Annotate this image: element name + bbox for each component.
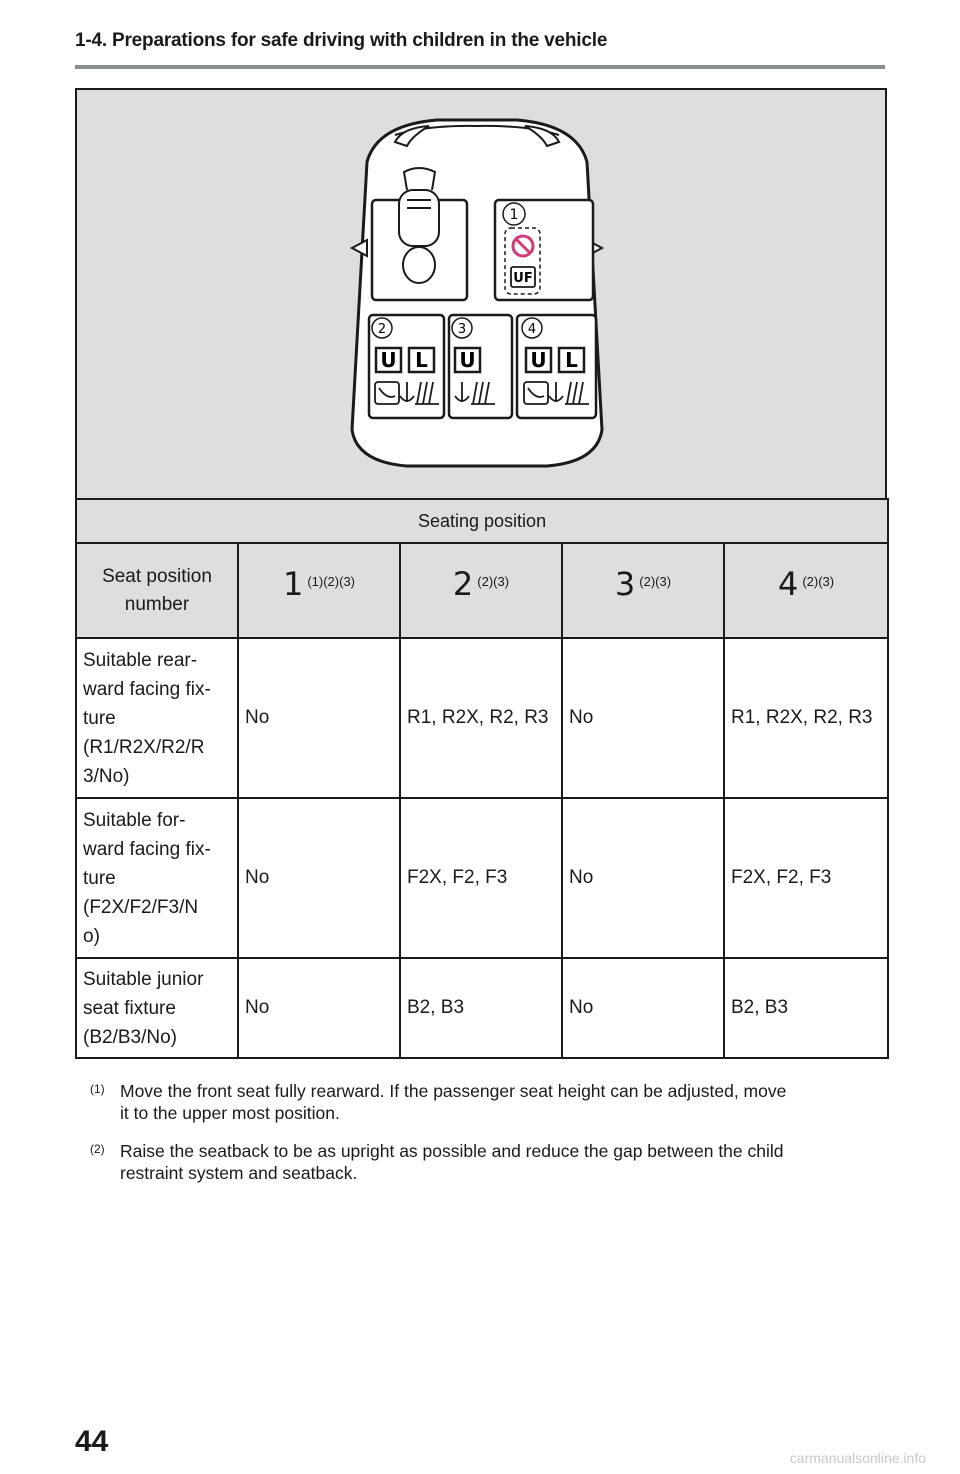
seating-position-header: Seating position	[76, 499, 888, 543]
seat-number-cell: 2 (2)(3)	[400, 543, 562, 638]
u-mark: U	[380, 348, 397, 372]
l-mark: L	[415, 348, 428, 372]
rearward-child-seat-icon	[375, 382, 399, 404]
mirror-left-icon	[352, 240, 367, 256]
seat-diagram-panel	[75, 88, 887, 500]
footnote-1: (1) Move the front seat fully rearward. If the passenger seat height can be adjusted, move it to the upper most position.	[90, 1080, 880, 1124]
table-row	[76, 798, 888, 958]
rearward-child-seat-icon	[524, 382, 548, 404]
u-mark: U	[530, 348, 547, 372]
table-cell: F2X, F2, F3	[724, 798, 888, 958]
child-restraint-suitability-table	[75, 498, 889, 1059]
table-cell: No	[562, 638, 724, 798]
seat-number-cell: 4 (2)(3)	[724, 543, 888, 638]
table-cell: No	[562, 958, 724, 1058]
row-label: Suitable rear- ward facing fix- ture (R1/R2X/R2/R 3/No)	[76, 638, 238, 798]
footnote-mark: (1)	[90, 1082, 105, 1096]
svg-text:UF: UF	[513, 271, 533, 286]
no-airbag-prohibited-icon	[513, 236, 533, 256]
seat-label-4: 4	[527, 322, 537, 337]
table-cell: R1, R2X, R2, R3	[400, 638, 562, 798]
table-cell: F2X, F2, F3	[400, 798, 562, 958]
seat-number-cell: 3 (2)(3)	[562, 543, 724, 638]
seat-label-3: 3	[457, 322, 467, 337]
table-cell: B2, B3	[400, 958, 562, 1058]
table-cell: No	[238, 638, 400, 798]
u-mark: U	[459, 348, 476, 372]
table-row	[76, 543, 888, 638]
vehicle-seat-diagram	[77, 90, 885, 500]
l-mark: L	[565, 348, 578, 372]
footnote-mark: (2)	[90, 1142, 105, 1156]
footnote-2: (2) Raise the seatback to be as upright as possible and reduce the gap between the child restraint system and seatback.	[90, 1140, 880, 1184]
table-row	[76, 638, 888, 798]
page-number: 44	[75, 1425, 109, 1458]
row-label: Suitable for- ward facing fix- ture (F2X/F2/F3/N o)	[76, 798, 238, 958]
table-cell: R1, R2X, R2, R3	[724, 638, 888, 798]
table-cell: No	[562, 798, 724, 958]
table-header-row	[76, 499, 888, 543]
table-cell: B2, B3	[724, 958, 888, 1058]
section-title: 1-4. Preparations for safe driving with children in the vehicle	[75, 30, 608, 51]
seat-number-cell: 1 (1)(2)(3)	[238, 543, 400, 638]
watermark: carmanualsonline.info	[789, 1450, 926, 1466]
table-cell: No	[238, 958, 400, 1058]
seat-label-2: 2	[377, 322, 387, 337]
table-cell: No	[238, 798, 400, 958]
seat-label-1: 1	[509, 207, 519, 223]
seat-position-number-label: Seat position number	[76, 543, 238, 638]
header-divider	[75, 65, 885, 69]
row-label: Suitable junior seat fixture (B2/B3/No)	[76, 958, 238, 1058]
table-row	[76, 958, 888, 1058]
